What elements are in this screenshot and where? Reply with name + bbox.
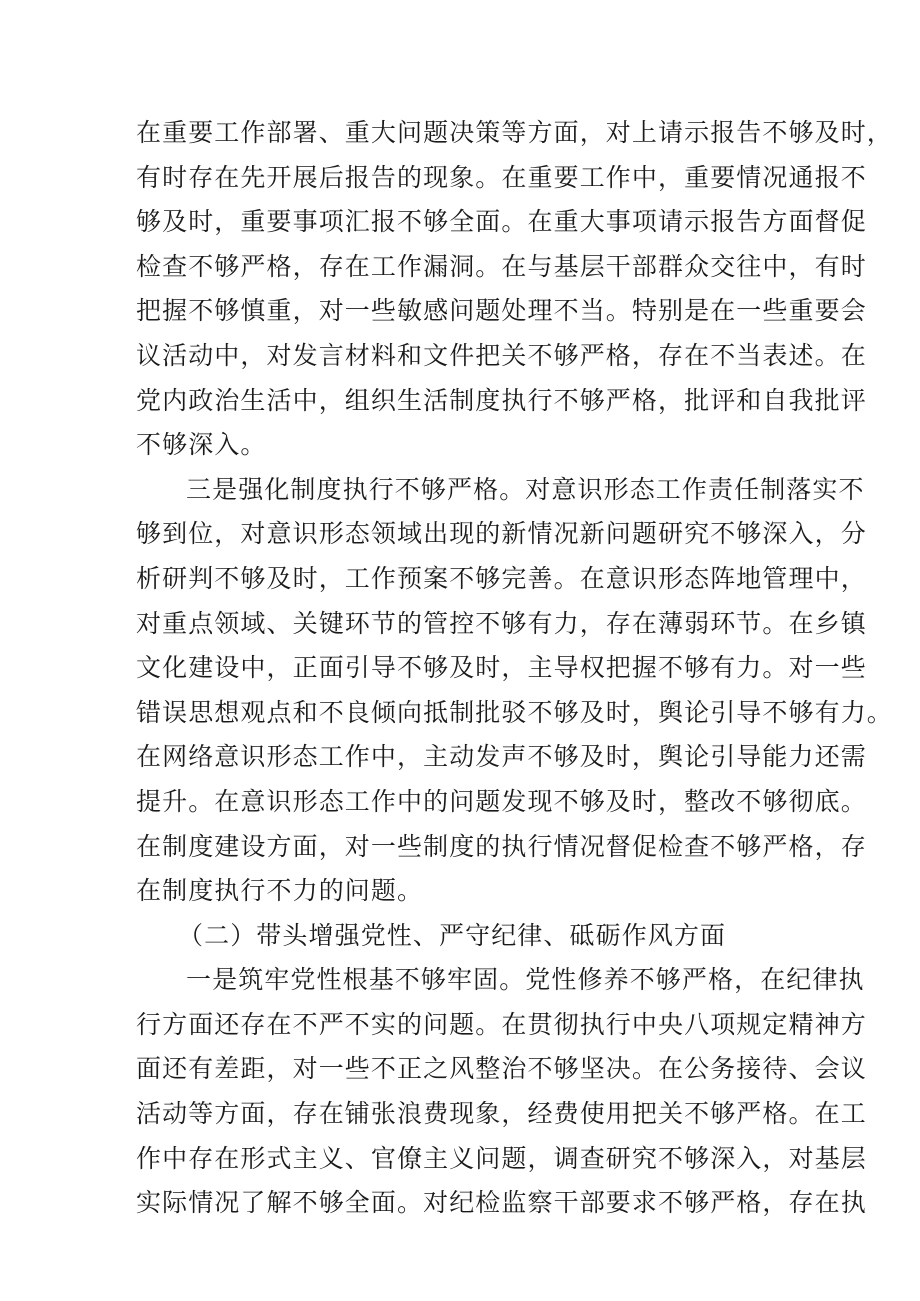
paragraph-2-line: 错误思想观点和不良倾向抵制批驳不够及时，舆论引导不够有力。: [136, 697, 893, 727]
paragraph-3-line: 一是筑牢党性根基不够牢固。党性修养不够严格，在纪律执: [186, 965, 865, 995]
document-body: [136, 111, 893, 1226]
paragraph-3-line: 作中存在形式主义、官僚主义问题，调查研究不够深入，对基层: [136, 1143, 867, 1173]
paragraph-2-line: 在制度建设方面，对一些制度的执行情况督促检查不够严格，存: [136, 831, 867, 861]
paragraph-1-line: 有时存在先开展后报告的现象。在重要工作中，重要情况通报不: [136, 162, 867, 192]
paragraph-2-line: 三是强化制度执行不够严格。对意识形态工作责任制落实不: [186, 474, 865, 504]
paragraph-1: [136, 111, 893, 468]
paragraph-1-line: 够及时，重要事项汇报不够全面。在重大事项请示报告方面督促: [136, 207, 867, 237]
paragraph-3-line: 行方面还存在不严不实的问题。在贯彻执行中央八项规定精神方: [136, 1009, 867, 1039]
paragraph-2-line: 在网络意识形态工作中，主动发声不够及时，舆论引导能力还需: [136, 742, 867, 772]
paragraph-2: [136, 468, 893, 914]
paragraph-1-line: 议活动中，对发言材料和文件把关不够严格，存在不当表述。在: [136, 340, 867, 370]
paragraph-1-line: 党内政治生活中，组织生活制度执行不够严格，批评和自我批评: [136, 385, 867, 415]
paragraph-2-line: 析研判不够及时，工作预案不够完善。在意识形态阵地管理中，: [136, 563, 867, 593]
paragraph-3-line: 实际情况了解不够全面。对纪检监察干部要求不够严格，存在执: [136, 1188, 867, 1218]
paragraph-2-line: 对重点领域、关键环节的管控不够有力，存在薄弱环节。在乡镇: [136, 608, 867, 638]
paragraph-2-line: 提升。在意识形态工作中的问题发现不够及时，整改不够彻底。: [136, 786, 867, 816]
paragraph-1-line: 把握不够慎重，对一些敏感问题处理不当。特别是在一些重要会: [136, 296, 867, 326]
paragraph-1-line: 不够深入。: [136, 430, 267, 460]
paragraph-1-line: 检查不够严格，存在工作漏洞。在与基层干部群众交往中，有时: [136, 251, 867, 281]
paragraph-2-line: 够到位，对意识形态领域出现的新情况新问题研究不够深入，分: [136, 519, 867, 549]
paragraph-3-line: 活动等方面，存在铺张浪费现象，经费使用把关不够严格。在工: [136, 1099, 867, 1129]
paragraph-3: [136, 958, 867, 1226]
paragraph-1-line: 在重要工作部署、重大问题决策等方面，对上请示报告不够及时，: [136, 118, 893, 147]
paragraph-2-line: 在制度执行不力的问题。: [136, 876, 424, 906]
section-heading: （二）带头增强党性、严守纪律、砥砺作风方面: [178, 920, 727, 950]
paragraph-2-line: 文化建设中，正面引导不够及时，主导权把握不够有力。对一些: [136, 653, 867, 683]
paragraph-3-line: 面还有差距，对一些不正之风整治不够坚决。在公务接待、会议: [136, 1054, 867, 1084]
